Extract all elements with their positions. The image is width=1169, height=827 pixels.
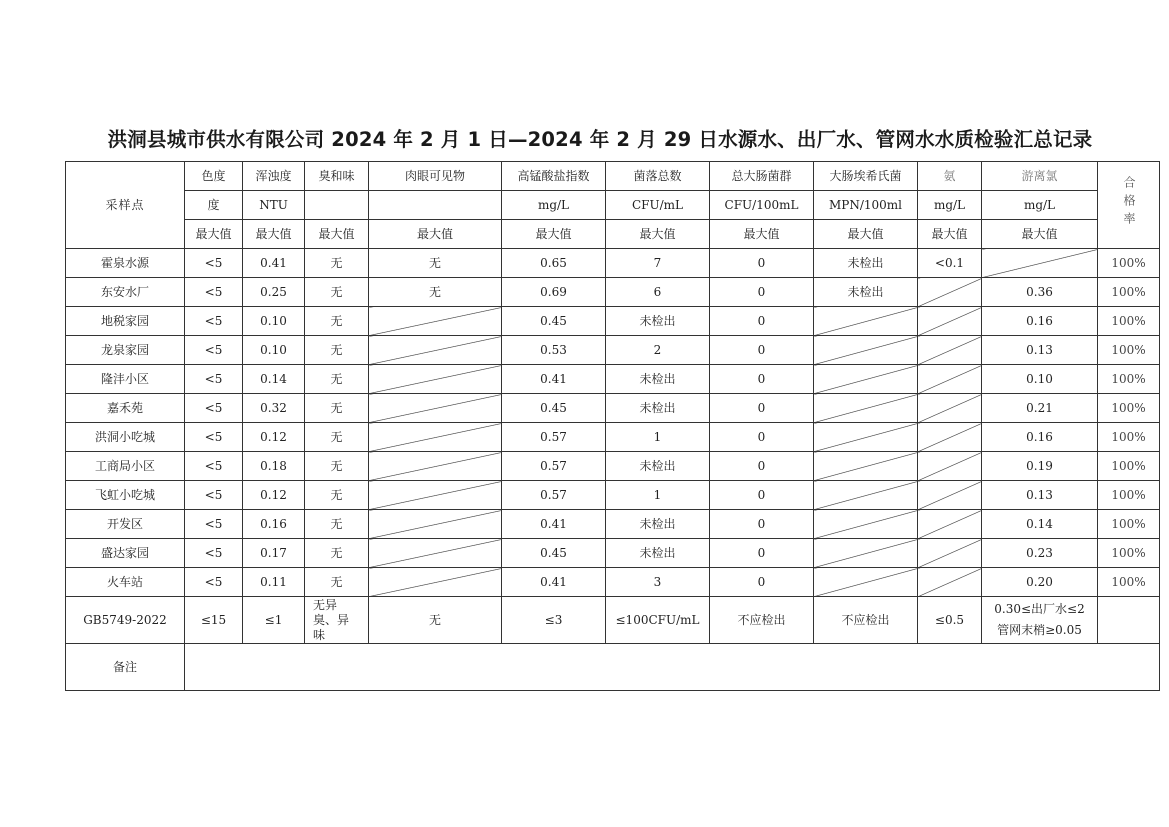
free-chlorine-standard <box>982 597 1098 644</box>
value-cell: 1 <box>606 481 710 510</box>
sample-point-name: 霍泉水源 <box>66 249 185 278</box>
value-cell: 0.14 <box>982 510 1098 539</box>
value-cell: 无 <box>305 539 369 568</box>
pass-rate-cell: 100% <box>1098 249 1160 278</box>
header-indicator: 高锰酸盐指数 <box>502 162 606 191</box>
value-cell: <5 <box>185 307 243 336</box>
value-cell: 3 <box>606 568 710 597</box>
standard-value: ≤3 <box>502 597 606 644</box>
header-pass-rate <box>1098 162 1160 249</box>
not-applicable-cell <box>814 423 918 452</box>
value-cell: 未检出 <box>606 539 710 568</box>
value-cell: 0.41 <box>502 365 606 394</box>
value-cell: 0.10 <box>243 307 305 336</box>
value-cell: 0.41 <box>502 568 606 597</box>
value-cell: <5 <box>185 278 243 307</box>
remarks-value <box>185 644 1160 691</box>
header-indicator: 游离氯 <box>982 162 1098 191</box>
not-applicable-cell <box>369 510 502 539</box>
value-cell: 无 <box>305 481 369 510</box>
pass-rate-cell: 100% <box>1098 278 1160 307</box>
value-cell: 无 <box>305 510 369 539</box>
sample-point-name: 盛达家园 <box>66 539 185 568</box>
pass-rate-cell: 100% <box>1098 539 1160 568</box>
value-cell: <5 <box>185 394 243 423</box>
pass-rate-cell: 100% <box>1098 336 1160 365</box>
value-cell: 1 <box>606 423 710 452</box>
header-unit: 度 <box>185 191 243 220</box>
header-indicator: 总大肠菌群 <box>710 162 814 191</box>
not-applicable-cell <box>814 568 918 597</box>
value-cell: 0.18 <box>243 452 305 481</box>
sample-point-name: 火车站 <box>66 568 185 597</box>
value-cell: <5 <box>185 510 243 539</box>
not-applicable-cell <box>918 481 982 510</box>
not-applicable-cell <box>369 452 502 481</box>
value-cell: 无 <box>305 365 369 394</box>
value-cell: 7 <box>606 249 710 278</box>
value-cell: 0.14 <box>243 365 305 394</box>
header-stat: 最大值 <box>710 220 814 249</box>
sample-point-name: 嘉禾苑 <box>66 394 185 423</box>
header-indicator: 菌落总数 <box>606 162 710 191</box>
standard-value: ≤100CFU/mL <box>606 597 710 644</box>
value-cell: 0.23 <box>982 539 1098 568</box>
not-applicable-cell <box>918 365 982 394</box>
value-cell: 0 <box>710 452 814 481</box>
value-cell: 未检出 <box>814 278 918 307</box>
value-cell: 无 <box>305 452 369 481</box>
header-unit: mg/L <box>982 191 1098 220</box>
standard-value: 无异臭、异味 <box>305 597 369 644</box>
pass-rate-cell: 100% <box>1098 481 1160 510</box>
header-stat: 最大值 <box>918 220 982 249</box>
sample-point-name: 飞虹小吃城 <box>66 481 185 510</box>
value-cell: 0.13 <box>982 481 1098 510</box>
pass-rate-cell: 100% <box>1098 423 1160 452</box>
table-row <box>66 510 1160 539</box>
value-cell: 0.32 <box>243 394 305 423</box>
value-cell: 无 <box>369 278 502 307</box>
remarks-row <box>66 644 1160 691</box>
value-cell: 0.10 <box>243 336 305 365</box>
not-applicable-cell <box>369 539 502 568</box>
value-cell: 无 <box>305 336 369 365</box>
header-stat: 最大值 <box>606 220 710 249</box>
value-cell: 0.57 <box>502 423 606 452</box>
not-applicable-cell <box>814 336 918 365</box>
not-applicable-cell <box>814 481 918 510</box>
table-row <box>66 481 1160 510</box>
value-cell: 0.69 <box>502 278 606 307</box>
value-cell: 0 <box>710 278 814 307</box>
standard-line: 0.30≤出厂水≤2 <box>994 602 1085 616</box>
table-row <box>66 394 1160 423</box>
sample-point-name: 地税家园 <box>66 307 185 336</box>
value-cell: 无 <box>305 568 369 597</box>
header-stat: 最大值 <box>814 220 918 249</box>
header-stat: 最大值 <box>243 220 305 249</box>
standard-name: GB5749-2022 <box>66 597 185 644</box>
not-applicable-cell <box>369 423 502 452</box>
standard-value: 不应检出 <box>710 597 814 644</box>
not-applicable-cell <box>918 510 982 539</box>
header-unit: MPN/100ml <box>814 191 918 220</box>
value-cell: 无 <box>369 249 502 278</box>
header-unit <box>305 191 369 220</box>
value-cell: <5 <box>185 365 243 394</box>
value-cell: <0.1 <box>918 249 982 278</box>
sample-point-name: 龙泉家园 <box>66 336 185 365</box>
pass-rate-cell: 100% <box>1098 307 1160 336</box>
header-indicator: 肉眼可见物 <box>369 162 502 191</box>
pass-rate-cell: 100% <box>1098 452 1160 481</box>
header-sample-point: 采样点 <box>66 162 185 249</box>
not-applicable-cell <box>814 510 918 539</box>
header-stat: 最大值 <box>185 220 243 249</box>
value-cell: 无 <box>305 394 369 423</box>
sample-point-name: 东安水厂 <box>66 278 185 307</box>
value-cell: 0.16 <box>982 423 1098 452</box>
header-row-indicators <box>66 162 1160 191</box>
not-applicable-cell <box>369 307 502 336</box>
table-row <box>66 423 1160 452</box>
value-cell: 无 <box>305 423 369 452</box>
header-unit <box>369 191 502 220</box>
value-cell: 未检出 <box>606 510 710 539</box>
not-applicable-cell <box>369 365 502 394</box>
pass-rate-cell: 100% <box>1098 394 1160 423</box>
header-stat: 最大值 <box>369 220 502 249</box>
not-applicable-cell <box>814 452 918 481</box>
standard-value: ≤15 <box>185 597 243 644</box>
standard-value: ≤1 <box>243 597 305 644</box>
value-cell: 未检出 <box>814 249 918 278</box>
value-cell: 0.10 <box>982 365 1098 394</box>
standard-value: 不应检出 <box>814 597 918 644</box>
value-cell: 0.45 <box>502 307 606 336</box>
value-cell: <5 <box>185 336 243 365</box>
not-applicable-cell <box>918 278 982 307</box>
value-cell: <5 <box>185 481 243 510</box>
value-cell: 0 <box>710 481 814 510</box>
value-cell: 0 <box>710 539 814 568</box>
header-stat: 最大值 <box>305 220 369 249</box>
value-cell: 6 <box>606 278 710 307</box>
value-cell: 0 <box>710 510 814 539</box>
not-applicable-cell <box>814 365 918 394</box>
value-cell: <5 <box>185 249 243 278</box>
table-row <box>66 249 1160 278</box>
value-cell: 0.11 <box>243 568 305 597</box>
not-applicable-cell <box>918 307 982 336</box>
table-row <box>66 452 1160 481</box>
value-cell: 2 <box>606 336 710 365</box>
table-row <box>66 336 1160 365</box>
value-cell: 0 <box>710 249 814 278</box>
not-applicable-cell <box>918 539 982 568</box>
table-row <box>66 539 1160 568</box>
not-applicable-cell <box>918 336 982 365</box>
pass-rate-cell: 100% <box>1098 365 1160 394</box>
not-applicable-cell <box>814 394 918 423</box>
not-applicable-cell <box>369 481 502 510</box>
pass-rate-cell: 100% <box>1098 568 1160 597</box>
header-indicator: 色度 <box>185 162 243 191</box>
not-applicable-cell <box>369 394 502 423</box>
not-applicable-cell <box>918 452 982 481</box>
value-cell: 0 <box>710 568 814 597</box>
sample-point-name: 工商局小区 <box>66 452 185 481</box>
value-cell: 0.36 <box>982 278 1098 307</box>
value-cell: 未检出 <box>606 307 710 336</box>
table-row <box>66 307 1160 336</box>
not-applicable-cell <box>814 539 918 568</box>
header-indicator: 大肠埃希氏菌 <box>814 162 918 191</box>
not-applicable-cell <box>918 568 982 597</box>
document-title: 洪洞县城市供水有限公司 2024 年 2 月 1 日—2024 年 2 月 29 日水源水、出厂水、管网水水质检验汇总记录 <box>107 128 1093 151</box>
header-unit: CFU/mL <box>606 191 710 220</box>
value-cell: <5 <box>185 452 243 481</box>
header-indicator: 氨 <box>918 162 982 191</box>
value-cell: 0.45 <box>502 394 606 423</box>
value-cell: 0 <box>710 423 814 452</box>
header-stat: 最大值 <box>982 220 1098 249</box>
value-cell: 0 <box>710 307 814 336</box>
remarks-label: 备注 <box>66 644 185 691</box>
value-cell: 0.25 <box>243 278 305 307</box>
not-applicable-cell <box>918 394 982 423</box>
value-cell: 0.57 <box>502 452 606 481</box>
value-cell: 0.41 <box>243 249 305 278</box>
value-cell: 无 <box>305 278 369 307</box>
value-cell: 0.53 <box>502 336 606 365</box>
pass-rate-label: 合格率 <box>1122 176 1136 230</box>
value-cell: 0.16 <box>243 510 305 539</box>
value-cell: 无 <box>305 307 369 336</box>
value-cell: 0.19 <box>982 452 1098 481</box>
standard-row <box>66 597 1160 644</box>
header-unit: mg/L <box>502 191 606 220</box>
value-cell: 0.45 <box>502 539 606 568</box>
header-stat: 最大值 <box>502 220 606 249</box>
standard-value: 无 <box>369 597 502 644</box>
value-cell: 未检出 <box>606 394 710 423</box>
sample-point-name: 开发区 <box>66 510 185 539</box>
table-row <box>66 365 1160 394</box>
value-cell: 0.17 <box>243 539 305 568</box>
sample-point-name: 隆沣小区 <box>66 365 185 394</box>
header-unit: CFU/100mL <box>710 191 814 220</box>
value-cell: 0.13 <box>982 336 1098 365</box>
not-applicable-cell <box>918 423 982 452</box>
value-cell: 0.12 <box>243 423 305 452</box>
standard-line: 管网末梢≥0.05 <box>997 623 1082 637</box>
header-row-stat <box>66 220 1160 249</box>
not-applicable-cell <box>369 568 502 597</box>
value-cell: 0.20 <box>982 568 1098 597</box>
water-quality-table <box>65 161 1160 691</box>
table-row <box>66 568 1160 597</box>
standard-value: ≤0.5 <box>918 597 982 644</box>
value-cell: 0.21 <box>982 394 1098 423</box>
sample-point-name: 洪洞小吃城 <box>66 423 185 452</box>
value-cell: 0 <box>710 336 814 365</box>
header-indicator: 浑浊度 <box>243 162 305 191</box>
header-unit: NTU <box>243 191 305 220</box>
value-cell: 0.41 <box>502 510 606 539</box>
value-cell: 未检出 <box>606 365 710 394</box>
header-row-units <box>66 191 1160 220</box>
not-applicable-cell <box>814 307 918 336</box>
pass-rate-cell: 100% <box>1098 510 1160 539</box>
value-cell: 0.65 <box>502 249 606 278</box>
value-cell: <5 <box>185 568 243 597</box>
value-cell: 0 <box>710 365 814 394</box>
header-unit: mg/L <box>918 191 982 220</box>
value-cell: 0 <box>710 394 814 423</box>
value-cell: 0.16 <box>982 307 1098 336</box>
value-cell: 0.12 <box>243 481 305 510</box>
value-cell: 0.57 <box>502 481 606 510</box>
value-cell: 未检出 <box>606 452 710 481</box>
value-cell: <5 <box>185 423 243 452</box>
not-applicable-cell <box>369 336 502 365</box>
table-row <box>66 278 1160 307</box>
blank-cell <box>1098 597 1160 644</box>
value-cell: 无 <box>305 249 369 278</box>
header-indicator: 臭和味 <box>305 162 369 191</box>
value-cell: <5 <box>185 539 243 568</box>
not-applicable-cell <box>982 249 1098 278</box>
